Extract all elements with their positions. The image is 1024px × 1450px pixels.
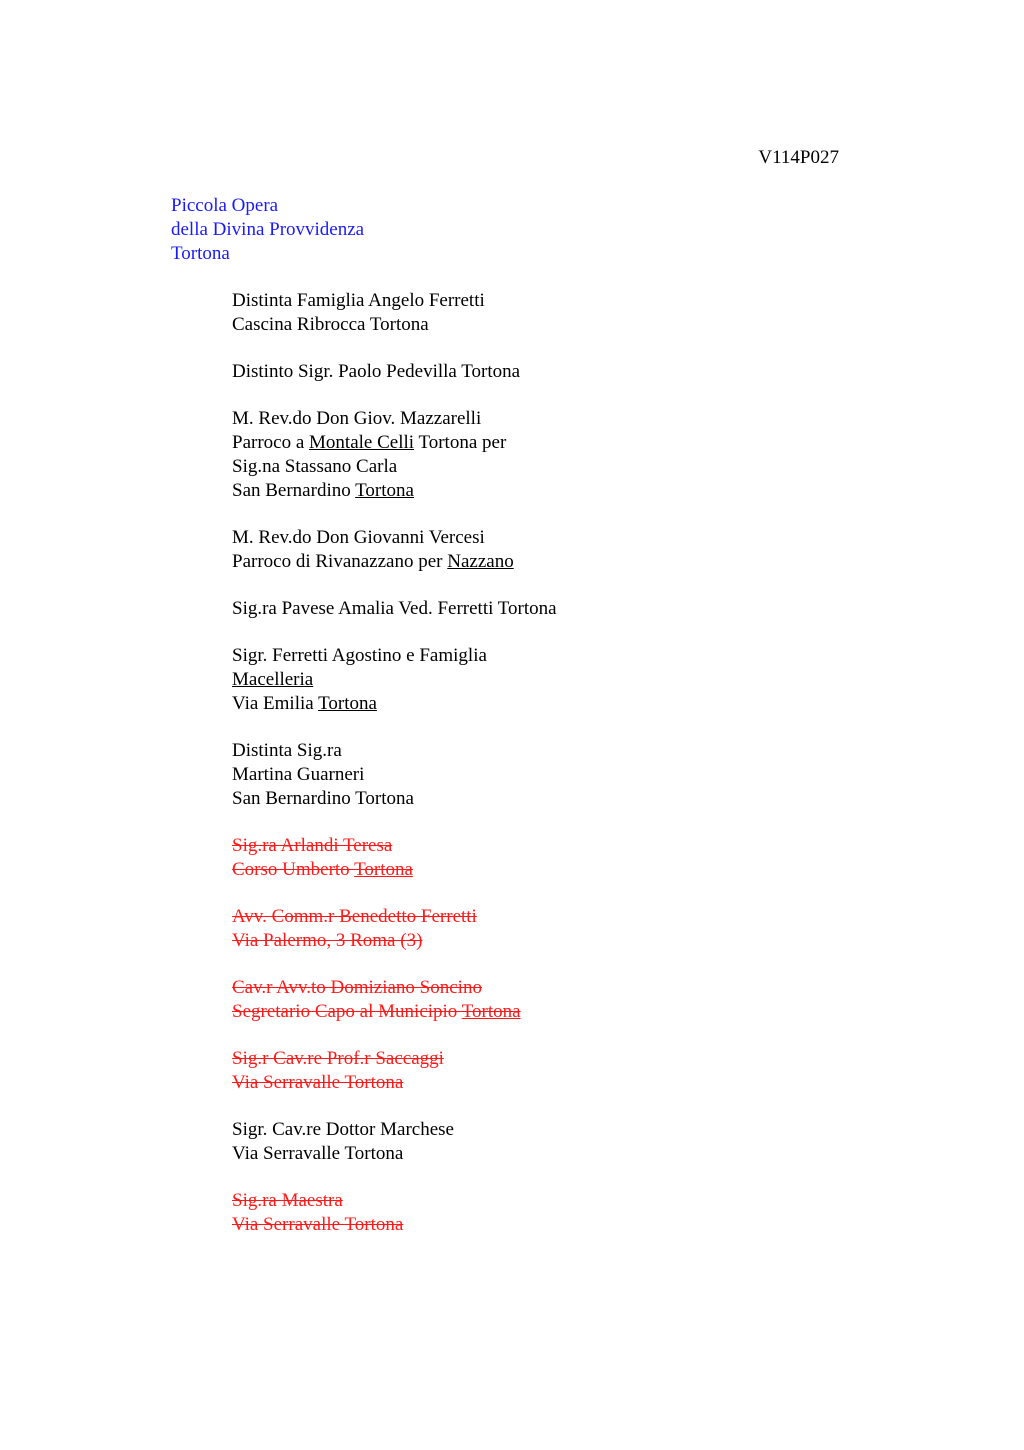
address-line: Cav.r Avv.to Domiziano Soncino — [232, 977, 482, 998]
struck-address-entry — [232, 905, 932, 953]
address-entry — [232, 289, 932, 337]
address-line: Sig.na Stassano Carla — [232, 456, 398, 477]
address-line: Sig.ra Arlandi Teresa — [232, 835, 393, 856]
underlined-place: Macelleria — [232, 669, 314, 690]
underlined-place: Nazzano — [447, 551, 514, 572]
address-entry — [232, 526, 932, 574]
address-line: Via Serravalle Tortona — [232, 1214, 404, 1235]
underlined-place: Tortona — [355, 480, 414, 501]
address-line: Via Serravalle Tortona — [232, 1072, 404, 1093]
address-entry — [232, 407, 932, 503]
sender-header — [171, 194, 364, 266]
address-line: M. Rev.do Don Giov. Mazzarelli — [232, 408, 482, 429]
line-text: Via Emilia — [232, 693, 319, 714]
address-line: Cascina Ribrocca Tortona — [232, 314, 429, 335]
address-line: Distinta Famiglia Angelo Ferretti — [232, 290, 485, 311]
address-line: Avv. Comm.r Benedetto Ferretti — [232, 906, 477, 927]
address-line: San Bernardino Tortona — [232, 788, 414, 809]
underlined-place: Tortona — [461, 1001, 521, 1022]
address-line: Sig.r Cav.re Prof.r Saccaggi — [232, 1048, 444, 1069]
document-reference: V114P027 — [758, 147, 839, 168]
underlined-place: Montale Celli — [309, 432, 415, 453]
sender-line-2: della Divina Provvidenza — [171, 219, 365, 240]
address-line: Sigr. Ferretti Agostino e Famiglia — [232, 645, 487, 666]
address-line — [232, 1000, 932, 1024]
line-text: Corso Umberto — [232, 859, 355, 880]
address-line: Distinto Sigr. Paolo Pedevilla Tortona — [232, 361, 521, 382]
struck-address-entry — [232, 1189, 932, 1237]
struck-address-entry — [232, 1047, 932, 1095]
address-line — [232, 479, 932, 503]
address-entry — [232, 1118, 932, 1166]
struck-address-entry — [232, 976, 932, 1024]
address-entry — [232, 597, 932, 621]
address-line — [232, 550, 932, 574]
underlined-place: Tortona — [354, 859, 413, 880]
line-text: Parroco di Rivanazzano per — [232, 551, 448, 572]
address-line: Sig.ra Maestra — [232, 1190, 343, 1211]
address-line — [232, 668, 932, 692]
address-entry — [232, 644, 932, 716]
line-text: Tortona per — [414, 432, 507, 453]
sender-line-1: Piccola Opera — [171, 195, 279, 216]
address-list — [232, 289, 932, 1260]
address-line: Via Serravalle Tortona — [232, 1143, 404, 1164]
address-line: M. Rev.do Don Giovanni Vercesi — [232, 527, 485, 548]
address-line — [232, 431, 932, 455]
address-line: Martina Guarneri — [232, 764, 365, 785]
struck-address-entry — [232, 834, 932, 882]
underlined-place: Tortona — [318, 693, 377, 714]
address-line: Via Palermo, 3 Roma (3) — [232, 930, 423, 951]
line-text: San Bernardino — [232, 480, 356, 501]
address-line: Sigr. Cav.re Dottor Marchese — [232, 1119, 454, 1140]
line-text: Parroco a — [232, 432, 310, 453]
address-entry — [232, 739, 932, 811]
address-line — [232, 858, 932, 882]
line-text: Segretario Capo al Municipio — [232, 1001, 462, 1022]
address-entry — [232, 360, 932, 384]
address-line — [232, 692, 932, 716]
sender-line-3: Tortona — [171, 243, 230, 264]
address-line: Distinta Sig.ra — [232, 740, 342, 761]
address-line: Sig.ra Pavese Amalia Ved. Ferretti Tortona — [232, 598, 557, 619]
